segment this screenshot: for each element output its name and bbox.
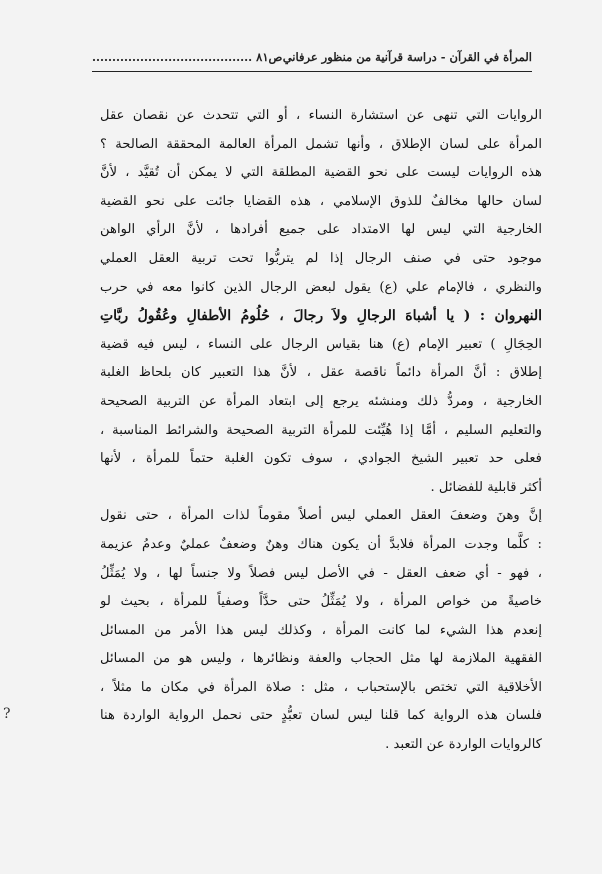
text-line: الخارجية التي ليس لها الامتداد على جميع أفرادها ، لأنَّ الرأي الواهن (100, 222, 542, 238)
text-line: والتعليم السليم ، أمَّا إذا هُيِّئت للمرأة التربية الصحيحة والشرائط المناسبة ، (100, 422, 542, 438)
body-text (100, 102, 542, 760)
text-line: إطلاق : أنَّ المرأة دائماً ناقصة عقل ، لأنَّ هذا التعبير كان بلحاظ الغلبة (100, 365, 542, 381)
text-line: كالروايات الواردة عن التعبد . (385, 737, 542, 753)
text-line: هذه الروايات ليست على نحو القضية المطلقة التي لا يمكن أن تُقيَّد ، لأنَّ (100, 165, 542, 181)
running-header (92, 44, 532, 72)
text-line: أكثر قابلية للفضائل . (430, 479, 542, 495)
header-title: المرأة في القرآن - دراسة قرآنية من منظور عرفاني (282, 50, 532, 64)
text-line-quote: النهروان : ( يا أشباهَ الرجالِ ولاَ رجالَ ، حُلُومُ الأطفالِ وعُقُولُ ربَّاتِ (100, 308, 542, 325)
margin-mark: ? (3, 706, 11, 722)
header-rule (92, 71, 532, 72)
text-line: الفقهية الملازمة لها مثل الحجاب والعفة ونظائرها ، وليس هو من المسائل (100, 651, 542, 667)
text-line: الروايات التي تنهى عن استشارة النساء ، أو التي تتحدث عن نقصان عقل (100, 108, 542, 123)
header-page-number: ص٨١ ........................................ (92, 50, 283, 64)
text-line: موجود حتى في صنف الرجال إذا لم يتربُّوا تحت تربية العقل العملي (100, 250, 542, 266)
text-line: ، فهو - أي ضعف العقل - في الأصل ليس فصلاً ولا جنساً لها ، ولا يُمَثِّلُ (100, 565, 542, 581)
text-line: خاصيةً من خواص المرأة ، ولا يُمَثِّلُ حتى حدَّاً وصفياً للمرأة ، بحيث لو (100, 594, 542, 610)
text-line: : كلَّما وجدت المرأة فلابدَّ أن يكون هناك وهنٌ وضعفٌ عمليٌ وعدمُ عزيمة (100, 536, 542, 552)
text-line: الخارجية ، ومردُّ ذلك ومنشئه يرجع إلى ابتعاد المرأة عن التربية الصحيحة (100, 393, 542, 409)
text-line: الحِجَالِ ) تعبير الإمام (ع) هنا بقياس الرجال على النساء ، ليس فيه قضية (100, 336, 542, 352)
text-line: المرأة على لسان الإطلاق ، وأنها تشمل المرأة العالمة المحققة الصالحة ؟ (100, 136, 542, 152)
text-line: والنظري ، فالإمام علي (ع) يقول لبعض الرجال الذين كانوا معه في حرب (100, 279, 542, 295)
text-line: فعلى حد تعبير الشيخ الجوادي ، سوف تكون الغلبة حتماً للمرأة ، لأنها (100, 451, 542, 467)
text-line: إنعدم هذا الشيء لما كانت المرأة ، وكذلك ليس هذا الأمر من المسائل (100, 622, 542, 638)
text-line: الأخلاقية التي تختص بالإستحباب ، مثل : صلاة المرأة في مكان ما مثلاً ، (100, 679, 542, 695)
text-line: إنَّ وهنَ وضعفَ العقل العملي ليس أصلاً مقوماً لذات المرأة ، حتى نقول (100, 508, 542, 524)
text-line: فلسان هذه الرواية كما قلنا ليس لسان تعبُّدٍ حتى نحمل الرواية الواردة هنا (100, 708, 542, 724)
text-line: لسان حالها مخالفٌ للذوق الإسلامي ، هذه القضايا جائت على نحو القضية (100, 193, 542, 209)
